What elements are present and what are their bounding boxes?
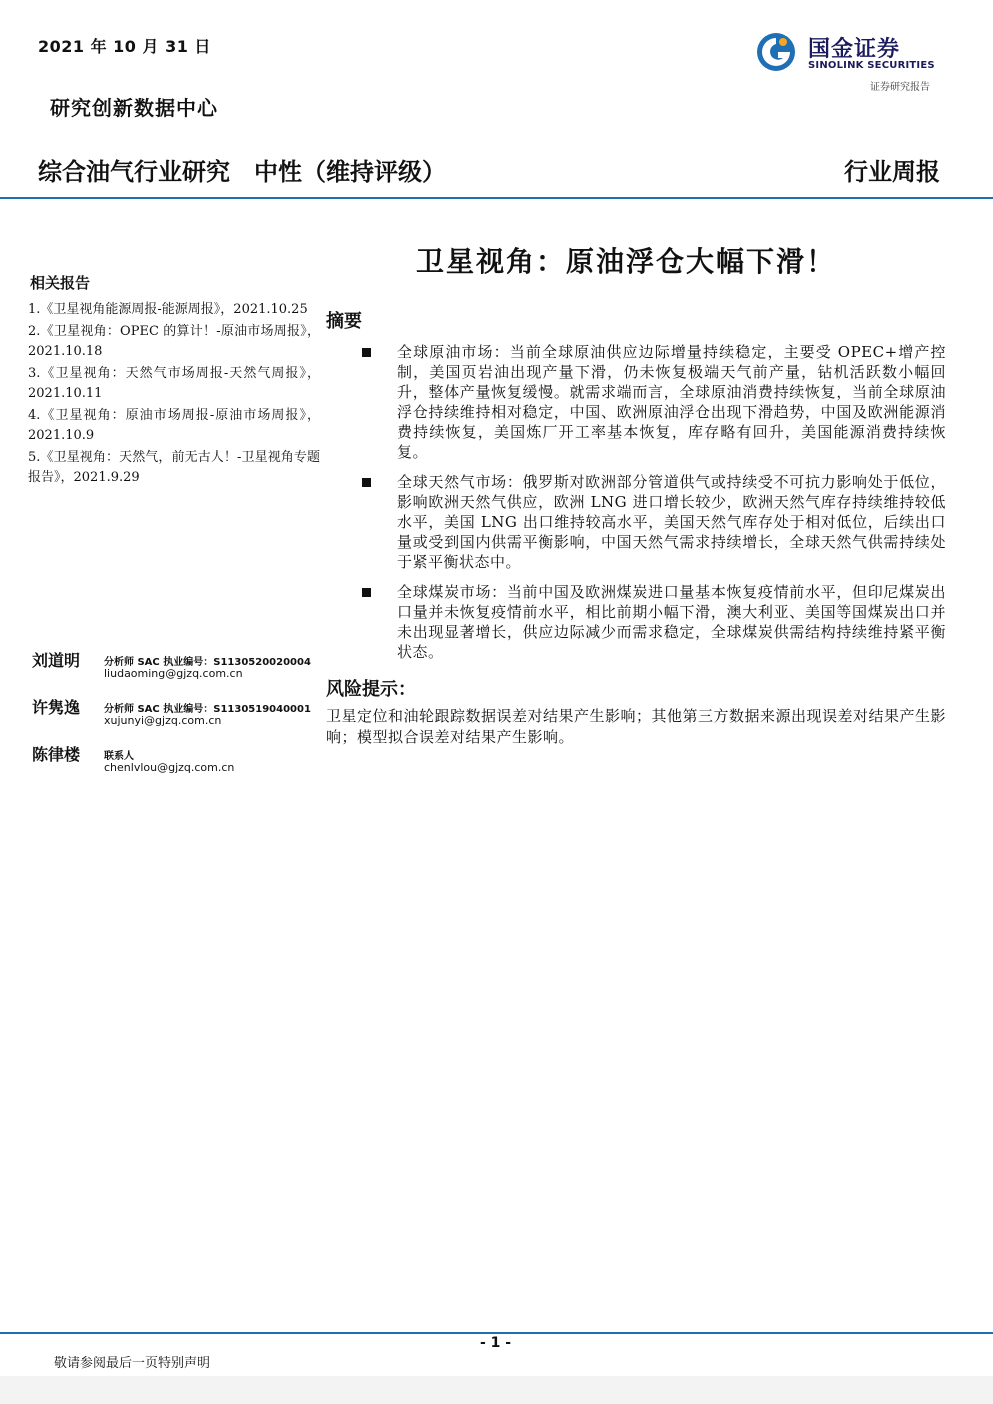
header-divider (0, 197, 993, 199)
risk-text: 卫星定位和油轮跟踪数据误差对结果产生影响；其他第三方数据来源出现误差对结果产生影响；模型拟合误差对结果产生影响。 (326, 707, 947, 746)
logo-circle-icon (756, 32, 796, 72)
square-bullet-icon (362, 478, 371, 487)
analyst-role: 联系人 (104, 751, 134, 762)
report-kind-label: 证券研究报告 (870, 82, 930, 93)
industry-rating-headline: 综合油气行业研究 中性（维持评级） (38, 158, 446, 186)
analyst-name: 陈律楼 (32, 745, 81, 764)
related-report-item[interactable]: 2.《卫星视角：OPEC 的算计！-原油市场周报》，2021.10.18 (28, 324, 320, 359)
page-number: - 1 - (480, 1335, 512, 1351)
analyst-role: 分析师 SAC 执业编号：S1130519040001 (104, 704, 311, 715)
analyst-entry (32, 695, 322, 742)
logo-english-text: SINOLINK SECURITIES (808, 60, 935, 71)
related-report-item[interactable]: 4.《卫星视角：原油市场周报-原油市场周报》，2021.10.9 (28, 408, 320, 443)
analyst-email[interactable]: chenlvlou@gjzq.com.cn (104, 761, 235, 774)
footer-disclaimer: 敬请参阅最后一页特别声明 (54, 1356, 211, 1371)
report-title: 卫星视角：原油浮仓大幅下滑！ (416, 245, 837, 278)
abstract-bullet-text: 全球煤炭市场：当前中国及欧洲煤炭进口量基本恢复疫情前水平，但印尼煤炭出口量并未恢复疫情前水平，相比前期小幅下滑，澳大利亚、美国等国煤炭出口并未出现显著增长，供应边际减少而需求稳定，全球煤炭供需结构持续维持紧平衡状态。 (397, 583, 946, 661)
square-bullet-icon (362, 588, 371, 597)
company-logo (756, 30, 944, 76)
logo-chinese-text: 国金证券 (808, 37, 901, 62)
analyst-name: 许隽逸 (32, 698, 81, 717)
abstract-bullets (362, 342, 946, 672)
report-type-label: 行业周报 (844, 157, 940, 186)
related-reports-list (28, 300, 320, 490)
bottom-band (0, 1376, 993, 1404)
related-report-item[interactable]: 5.《卫星视角：天然气，前无古人！-卫星视角专题报告》，2021.9.29 (28, 450, 320, 485)
analyst-entry (32, 648, 322, 695)
analyst-email[interactable]: xujunyi@gjzq.com.cn (104, 714, 222, 727)
risk-heading: 风险提示： (326, 679, 416, 700)
analyst-name: 刘道明 (32, 651, 81, 670)
abstract-bullet (362, 472, 946, 572)
abstract-bullet (362, 342, 946, 462)
footer-divider (0, 1332, 993, 1334)
report-date: 2021 年 10 月 31 日 (38, 37, 211, 56)
analyst-entry (32, 742, 322, 789)
abstract-bullet-text: 全球原油市场：当前全球原油供应边际增量持续稳定，主要受 OPEC+增产控制，美国页岩油出现产量下滑，仍未恢复极端天气前产量，钻机活跃数小幅回升，整体产量恢复缓慢。就需求端而言，全球原油消费持续恢复，当前全球原油浮仓持续维持相对稳定，中国、欧洲原油浮仓出现下滑趋势，中国及欧洲能源消费持续恢复，美国炼厂开工率基本恢复，库存略有回升，美国能源消费持续恢复。 (397, 343, 946, 461)
research-center-name: 研究创新数据中心 (50, 96, 218, 120)
square-bullet-icon (362, 348, 371, 357)
abstract-bullet (362, 582, 946, 662)
related-report-item[interactable]: 3.《卫星视角：天然气市场周报-天然气周报》，2021.10.11 (28, 366, 320, 401)
related-reports-heading: 相关报告 (30, 274, 91, 292)
analyst-email[interactable]: liudaoming@gjzq.com.cn (104, 667, 243, 680)
abstract-heading: 摘要 (326, 311, 362, 332)
abstract-bullet-text: 全球天然气市场：俄罗斯对欧洲部分管道供气或持续受不可抗力影响处于低位，影响欧洲天然气供应，欧洲 LNG 进口增长较少，欧洲天然气库存持续维持较低水平，美国 LNG 出口维持较高水平，美国天然气库存处于相对低位，后续出口量或受到国内供需平衡影响，中国天然气需求持续增长，全球天然气供需持续处于紧平衡状态中。 (397, 473, 946, 571)
analyst-list (32, 648, 322, 789)
analyst-role: 分析师 SAC 执业编号：S1130520020004 (104, 657, 311, 668)
related-report-item[interactable]: 1.《卫星视角能源周报-能源周报》，2021.10.25 (28, 302, 308, 317)
